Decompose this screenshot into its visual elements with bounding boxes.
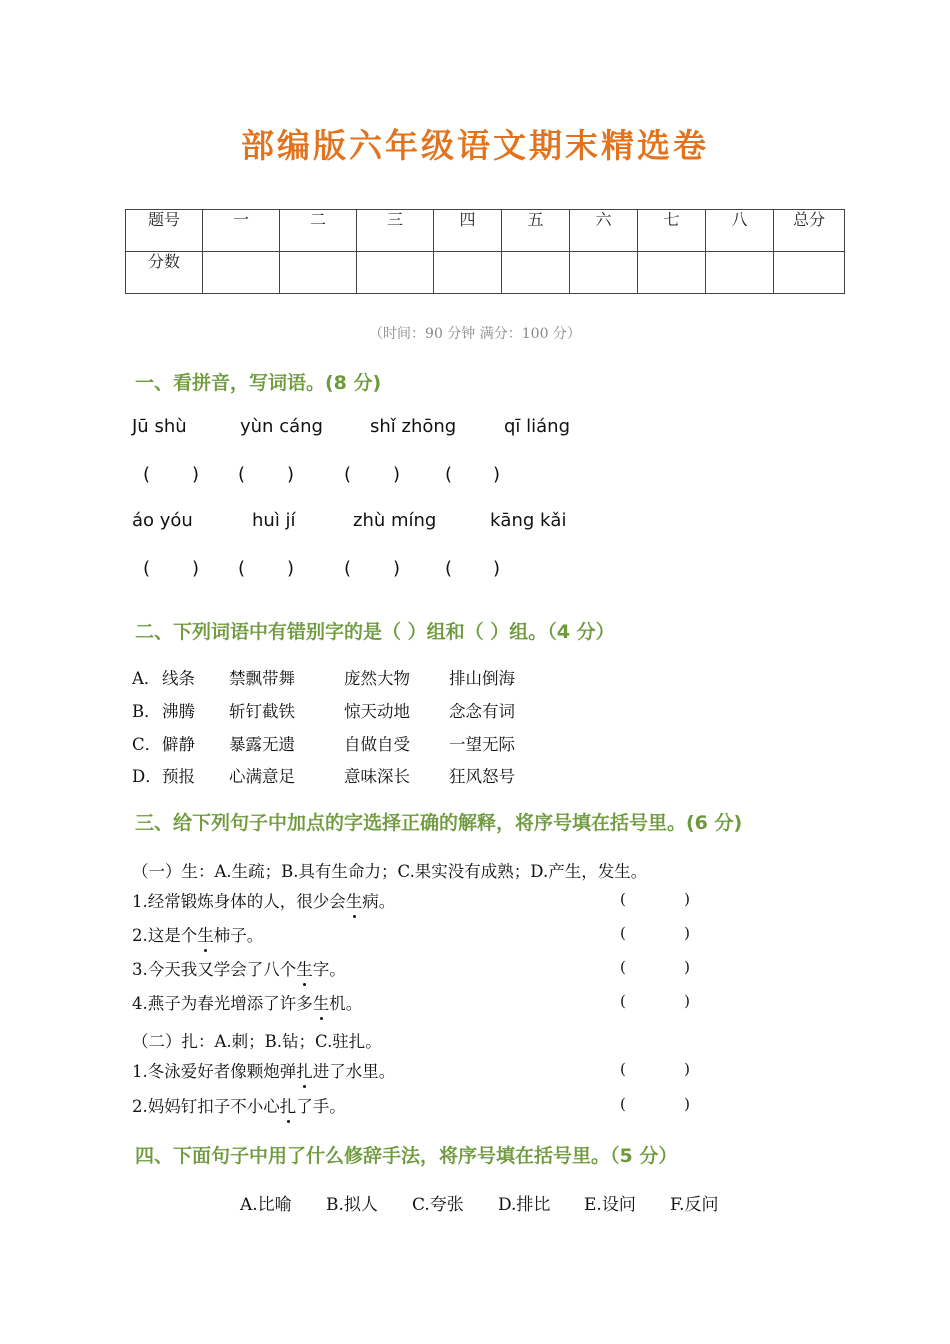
dotted-char: 生	[197, 922, 214, 946]
option-letter: C．	[132, 735, 162, 754]
rhetoric-option: F.反问	[670, 1195, 719, 1215]
answer-bracket-close: )	[287, 464, 295, 485]
pinyin: shǐ zhōng	[370, 416, 457, 437]
header-cell: 题号	[126, 210, 203, 252]
answer-bracket-open: (	[620, 890, 626, 908]
answer-slot[interactable]	[620, 924, 690, 942]
score-cell[interactable]	[638, 252, 706, 294]
pinyin: zhù míng	[353, 510, 437, 531]
dotted-char: 扎	[296, 1058, 313, 1082]
header-cell: 二	[280, 210, 357, 252]
section4-heading: 四、下面句子中用了什么修辞手法，将序号填在括号里。（5 分）	[135, 1145, 678, 1167]
score-cell[interactable]	[280, 252, 357, 294]
option-word: 一望无际	[449, 735, 515, 754]
question-text: 1.冬泳爱好者像颗炮弹	[132, 1062, 297, 1081]
answer-slot[interactable]	[620, 1095, 690, 1113]
option-word: 僻静	[162, 735, 195, 754]
dotted-char: 生	[346, 888, 363, 912]
header-cell: 八	[706, 210, 774, 252]
answer-bracket-open: (	[238, 558, 246, 579]
option-word: 念念有词	[449, 702, 515, 721]
section3-heading: 三、给下列句子中加点的字选择正确的解释，将序号填在括号里。(6 分)	[135, 812, 743, 834]
option-word: 沸腾	[162, 702, 195, 721]
option-letter: A．	[132, 669, 161, 688]
question-text: 柿子。	[213, 926, 264, 945]
answer-bracket-close: )	[684, 890, 690, 908]
answer-bracket-close: )	[287, 558, 295, 579]
answer-bracket-open: (	[620, 1095, 626, 1113]
header-cell: 一	[203, 210, 280, 252]
answer-bracket-close: )	[393, 558, 401, 579]
answer-bracket-open: (	[445, 558, 453, 579]
answer-bracket-open: (	[620, 958, 626, 976]
answer-slot[interactable]	[620, 992, 690, 1010]
header-cell: 七	[638, 210, 706, 252]
question-text: 2.这是个	[132, 926, 198, 945]
option-word: 暴露无遗	[229, 735, 295, 754]
question-text: 3.今天我又学会了八个	[132, 960, 297, 979]
dotted-char: 生	[313, 990, 330, 1014]
pinyin: kāng kǎi	[490, 510, 567, 531]
header-cell: 总分	[774, 210, 845, 252]
score-cell[interactable]	[203, 252, 280, 294]
option-word: 意味深长	[344, 767, 410, 786]
question-line	[132, 1058, 395, 1082]
question-text: 病。	[362, 892, 396, 911]
question-text: 1.经常锻炼身体的人，很少会	[132, 892, 346, 911]
answer-bracket-close: )	[493, 464, 501, 485]
header-cell: 六	[570, 210, 638, 252]
pinyin: Jū shù	[132, 416, 187, 437]
answer-slot[interactable]	[620, 1060, 690, 1078]
rhetoric-option: C.夸张	[412, 1195, 464, 1215]
group-definition: （二）扎：A.刺；B.钻；C.驻扎。	[132, 1032, 382, 1051]
option-letter: B．	[132, 702, 161, 721]
question-line	[132, 956, 346, 980]
time-info: （时间：90 分钟 满分：100 分）	[369, 326, 581, 342]
option-word: 斩钉截铁	[229, 702, 295, 721]
answer-bracket-open: (	[238, 464, 246, 485]
answer-bracket-open: (	[620, 992, 626, 1010]
dotted-char: 生	[296, 956, 313, 980]
pinyin: qī liáng	[504, 416, 571, 437]
question-line	[132, 1093, 346, 1117]
answer-bracket-close: )	[684, 992, 690, 1010]
header-cell: 五	[502, 210, 570, 252]
answer-bracket-close: )	[684, 1095, 690, 1113]
score-table-header-row	[126, 210, 845, 252]
row-label: 分数	[126, 252, 203, 294]
question-text: 机。	[329, 994, 363, 1013]
answer-bracket-close: )	[493, 558, 501, 579]
dotted-char: 扎	[280, 1093, 297, 1117]
option-word: 预报	[162, 767, 195, 786]
section1-heading: 一、看拼音，写词语。(8 分)	[135, 372, 382, 394]
rhetoric-option: E.设问	[584, 1195, 636, 1215]
rhetoric-option: A.比喻	[240, 1195, 292, 1215]
pinyin: áo yóu	[132, 510, 193, 531]
answer-bracket-close: )	[684, 924, 690, 942]
option-word: 禁飘带舞	[229, 669, 295, 688]
pinyin: yùn cáng	[240, 416, 323, 437]
option-word: 惊天动地	[344, 702, 410, 721]
score-table	[125, 209, 845, 294]
answer-slot[interactable]	[620, 958, 690, 976]
score-table-score-row	[126, 252, 845, 294]
rhetoric-option: D.排比	[498, 1195, 551, 1215]
answer-bracket-close: )	[684, 1060, 690, 1078]
question-text: 了手。	[296, 1097, 346, 1116]
answer-bracket-close: )	[393, 464, 401, 485]
answer-bracket-open: (	[344, 558, 352, 579]
answer-bracket-open: (	[143, 464, 151, 485]
score-cell[interactable]	[434, 252, 502, 294]
option-word: 庞然大物	[344, 669, 410, 688]
option-word: 线条	[162, 669, 195, 688]
answer-bracket-close: )	[684, 958, 690, 976]
question-text: 字。	[312, 960, 346, 979]
answer-bracket-open: (	[445, 464, 453, 485]
question-text: 进了水里。	[312, 1062, 396, 1081]
score-cell[interactable]	[502, 252, 570, 294]
option-word: 心满意足	[229, 767, 295, 786]
answer-bracket-close: )	[192, 558, 200, 579]
question-line	[132, 990, 362, 1014]
question-text: 4.燕子为春光增添了许多	[132, 994, 313, 1013]
option-word: 狂风怒号	[449, 767, 515, 786]
answer-bracket-open: (	[620, 924, 626, 942]
option-letter: D．	[132, 767, 162, 786]
group-definition: （一）生：A.生疏；B.具有生命力；C.果实没有成熟；D.产生，发生。	[132, 862, 648, 881]
answer-slot[interactable]	[620, 890, 690, 908]
answer-bracket-close: )	[192, 464, 200, 485]
question-line	[132, 888, 395, 912]
answer-bracket-open: (	[143, 558, 151, 579]
question-text: 2.妈妈钉扣子不小心	[132, 1097, 280, 1116]
header-cell: 三	[357, 210, 434, 252]
option-word: 排山倒海	[449, 669, 515, 688]
score-cell[interactable]	[706, 252, 774, 294]
option-word: 自做自受	[344, 735, 410, 754]
question-line	[132, 922, 263, 946]
section2-heading: 二、下列词语中有错别字的是（ ）组和（ ）组。（4 分）	[135, 621, 615, 643]
answer-bracket-open: (	[344, 464, 352, 485]
score-cell[interactable]	[357, 252, 434, 294]
pinyin: huì jí	[252, 510, 296, 531]
page-title: 部编版六年级语文期末精选卷	[241, 126, 709, 165]
rhetoric-option: B.拟人	[326, 1195, 378, 1215]
score-cell[interactable]	[774, 252, 845, 294]
score-cell[interactable]	[570, 252, 638, 294]
answer-bracket-open: (	[620, 1060, 626, 1078]
header-cell: 四	[434, 210, 502, 252]
